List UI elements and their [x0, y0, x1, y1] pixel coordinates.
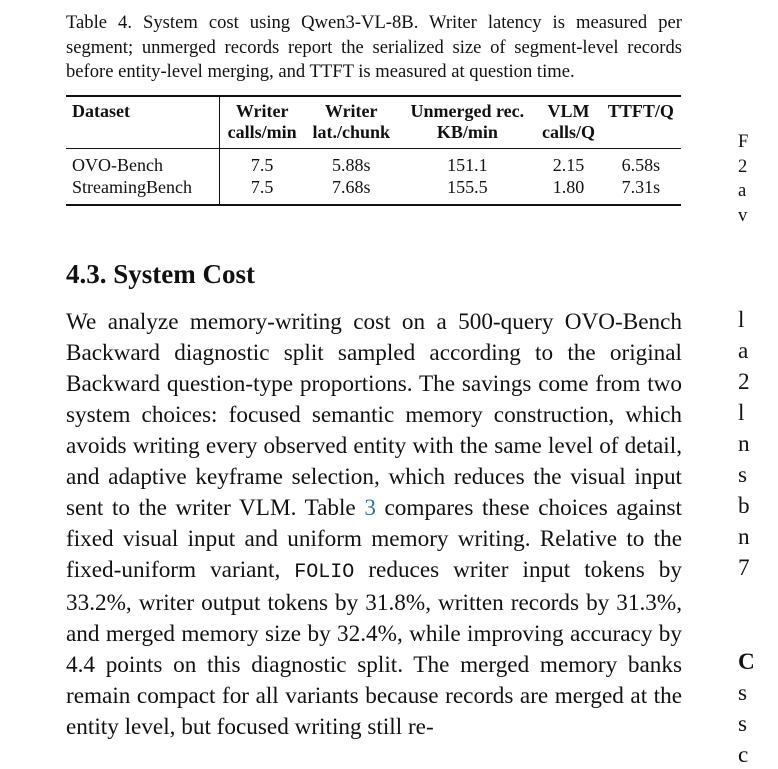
- header-writer-calls: Writer calls/min: [227, 101, 297, 142]
- right-column-text: 7: [738, 555, 750, 581]
- right-column-text: n: [738, 524, 750, 550]
- paragraph-text: Table: [304, 495, 365, 521]
- table-cell: 7.31s: [621, 177, 661, 197]
- table-caption: Table 4. System cost using Qwen3-VL-8B. Writer latency is measured per segment; unmerged records report the serialized size of segment-level records before entity-level merging, and TTFT is measured at question time.: [66, 12, 682, 82]
- table-row: [66, 149, 681, 177]
- paragraph-text: reduces writer input tokens by 33.2%, writer output tokens by 31.8%, written records by 31.3%, and merged memory size by 32.4%, while improving accuracy by 4.4 points on this diagnostic split. The merged memory banks remain compact for all variants because records are merged at the entity level, but focused writing still re-: [66, 557, 682, 740]
- right-column-text: b: [738, 493, 750, 519]
- right-column-heading: C: [738, 649, 755, 675]
- right-column-text: v: [738, 205, 748, 226]
- paragraph-text: compares these choices against fixed visual input and uniform memory writing. Relative to the fixed-uniform variant,: [66, 495, 682, 583]
- paragraph-text: We analyze memory-writing cost on a 500-query OVO-Bench Backward diagnostic split sampled according to the original Backward question-type proportions. The savings come from two system choices: focused semantic memory construction, which avoids writing every observed entity with the same level of detail, and adaptive keyframe selection, which reduces the visual input sent to the writer VLM.: [66, 309, 682, 521]
- table-row: [66, 176, 681, 205]
- right-column-text: c: [738, 742, 749, 768]
- header-vlm-calls: VLM calls/Q: [542, 101, 596, 142]
- table-cell: 7.5: [250, 155, 274, 175]
- table-cell: 155.5: [447, 177, 488, 197]
- right-column-text: n: [738, 431, 750, 457]
- right-column-text: 2: [738, 369, 750, 395]
- right-column-text: F: [738, 131, 749, 152]
- table-header-row: [66, 96, 681, 149]
- table-cell: 5.88s: [331, 155, 371, 175]
- right-column-text: s: [738, 462, 748, 488]
- header-writer-latency: Writer lat./chunk: [312, 101, 390, 142]
- table-cell: 7.68s: [331, 177, 371, 197]
- system-name: FOLIO: [294, 561, 355, 584]
- table-cell: 151.1: [447, 155, 488, 175]
- system-cost-table: [66, 95, 681, 206]
- right-column-text: l: [738, 307, 745, 333]
- right-column-text: a: [738, 180, 747, 201]
- table-reference-link[interactable]: 3: [364, 495, 376, 521]
- table-cell: 1.80: [552, 177, 585, 197]
- right-column-text: s: [738, 711, 748, 737]
- table-cell: 2.15: [552, 155, 585, 175]
- table-cell: 6.58s: [621, 155, 661, 175]
- header-ttft: TTFT/Q: [607, 101, 674, 121]
- right-column-text: s: [738, 680, 748, 706]
- table-cell: 7.5: [250, 177, 274, 197]
- table-cell: StreamingBench: [66, 176, 220, 205]
- right-column-text: a: [738, 338, 749, 364]
- right-column-text: 2: [738, 156, 748, 177]
- table-cell: OVO-Bench: [66, 149, 220, 177]
- header-dataset: Dataset: [66, 96, 220, 149]
- body-paragraph: [66, 307, 682, 743]
- section-heading: 4.3. System Cost: [66, 259, 255, 289]
- right-column-text: l: [738, 400, 745, 426]
- header-unmerged-records: Unmerged rec. KB/min: [410, 101, 525, 142]
